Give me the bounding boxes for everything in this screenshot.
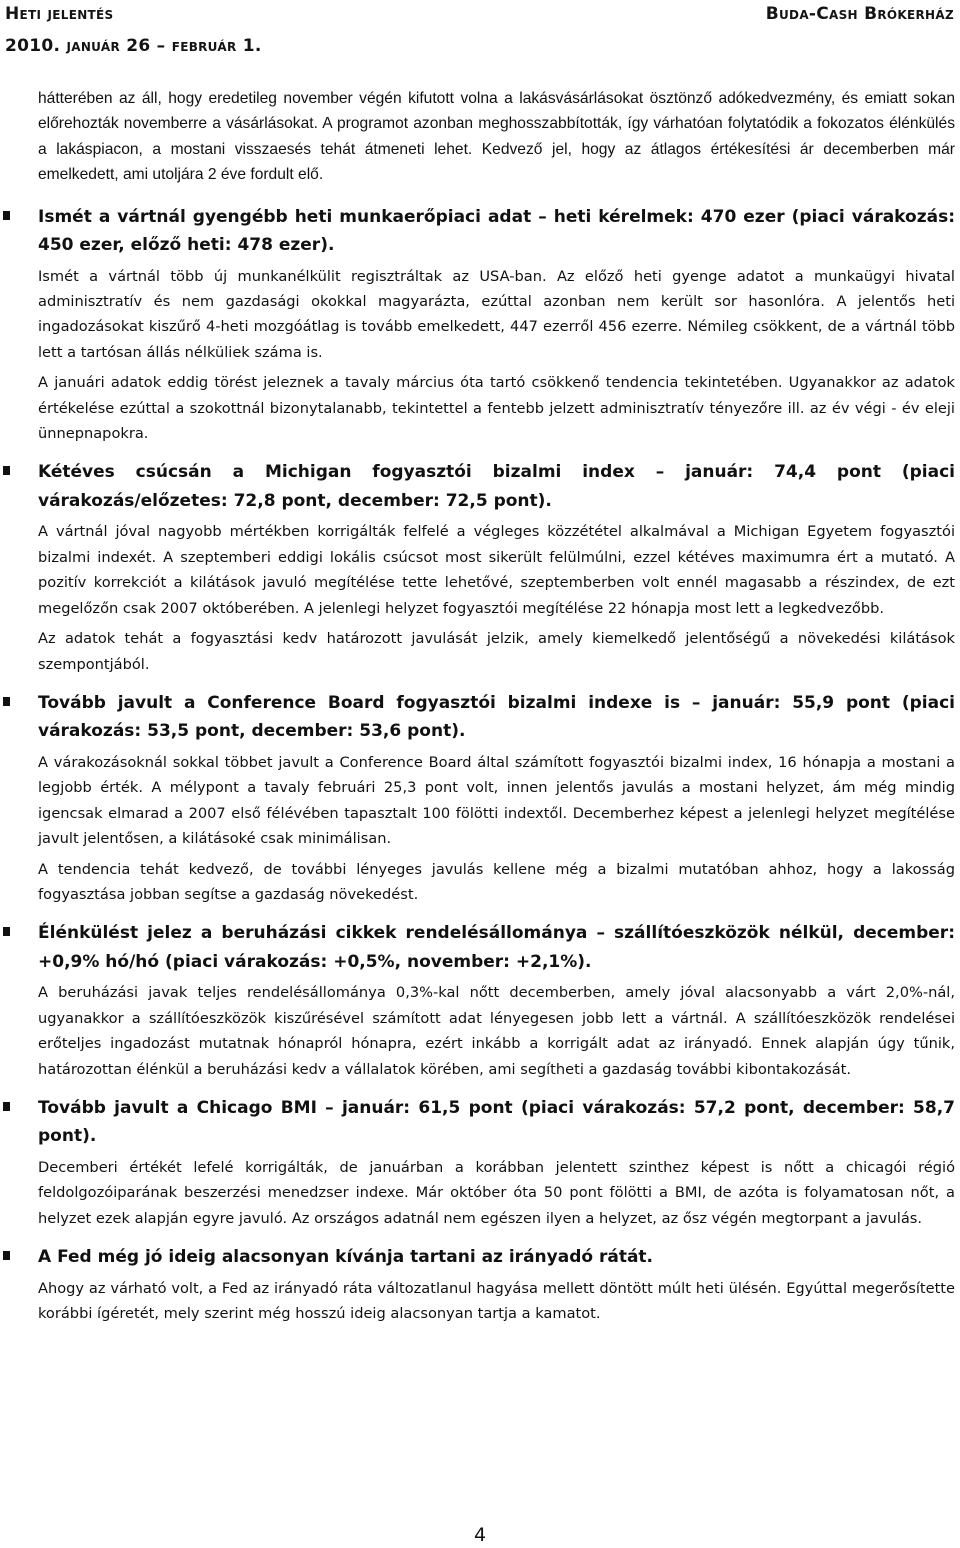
section-paragraph: A vártnál jóval nagyobb mértékben korrigálták felfelé a végleges közzététel alkalmával a Michigan Egyetem fogyasztói bizalmi indexét. A szeptemberi eddigi lokális csúcsot most sikerült felülmúlni, ezzel kétéves maximumra ért a mutató. A pozitív korrekciót a kilátások javuló megítélése tette lehetővé, szeptemberben volt ennél magasabb a részindex, de ezt megelőzőn csak 2007 októberében. A jelenlegi helyzet fogyasztói megítélése 22 hónapja most lett a legkedvezőbb. [38,523,955,617]
section-paragraph: A tendencia tehát kedvező, de további lényeges javulás kellene még a bizalmi mutatóban ahhoz, hogy a lakosság fogyasztása jobban segítse a gazdaság növekedést. [38,860,955,903]
report-period: 2010. január 26 – február 1. [5,36,262,56]
section-paragraph: A beruházási javak teljes rendelésállománya 0,3%-kal nőtt decemberben, amely jóval alacsonyabb a várt 2,0%-nál, ugyanakkor a szállítóeszközök kiszűrésével számított adat lényegesen jobb lett a vártnál. A szállítóeszközök rendelései erőteljes ingadozást mutatnak hónapról hónapra, ezért inkább a korrigált adat az irányadó. Ennek alapján úgy tűnik, határozottan élénkül a beruházási kedv a vállalatok körében, ami segítheti a gazdaság további kibontakozását. [38,984,955,1078]
bullet-icon [3,1102,10,1111]
section-paragraph: A januári adatok eddig törést jeleznek a tavaly március óta tartó csökkenő tendencia tekintetében. Ugyanakkor az adatok értékelése ezúttal a szokottnál bizonytalanabb, tekintettel a fentebb jelzett adminisztratív tényezőre ill. az év végi - év eleji ünnepnapokra. [38,374,955,443]
section-paragraph: Ahogy az várható volt, a Fed az irányadó ráta változatlanul hagyása mellett döntött múlt heti ülésén. Egyúttal megerősítette korábbi ígéretét, mely szerint még hosszú ideig alacsonyan tartja a kamatot. [38,1279,955,1323]
section-paragraph: Az adatok tehát a fogyasztási kedv határozott javulását jelzik, amely kiemelkedő jelentőségű a növekedési kilátások szempontjából. [38,630,955,673]
section-jobless-claims [38,203,955,447]
section-heading: Kétéves csúcsán a Michigan fogyasztói bizalmi index – január: 74,4 pont (piaci várakozás/előzetes: 72,8 pont, december: 72,5 pont). [38,462,955,511]
section-heading: A Fed még jó ideig alacsonyan kívánja tartani az irányadó rátát. [38,1247,653,1268]
section-conference-board [38,689,955,907]
section-fed-rate [38,1243,955,1326]
section-heading: Ismét a vártnál gyengébb heti munkaerőpiaci adat – heti kérelmek: 470 ezer (piaci várakozás: 450 ezer, előző heti: 478 ezer). [38,206,955,256]
bullet-icon [3,466,10,475]
section-heading: Élénkülést jelez a beruházási cikkek rendelésállománya – szállítóeszközök nélkül, december: +0,9% hó/hó (piaci várakozás: +0,5%, november: +2,1%). [38,923,955,972]
section-heading: Tovább javult a Chicago BMI – január: 61,5 pont (piaci várakozás: 57,2 pont, december: 58,7 pont). [38,1097,955,1147]
page-number: 4 [473,1524,487,1546]
intro-paragraph: hátterében az áll, hogy eredetileg november végén kifutott volna a lakásvásárlásokat ösztönző adókedvezmény, és emiatt sokan előrehozták novemberre a vásárlásokat. A programot azonban meghosszabbították, így várhatóan folytatódik a fokozatos élénkülés a lakáspiacon, a mostani visszaesés tehát átmeneti lehet. Kedvező jel, hogy az átlagos értékesítési ár decemberben már emelkedett, ami utoljára 2 éve fordult elő. [38,90,955,184]
section-chicago-bmi [38,1094,955,1231]
page-header [0,0,960,62]
section-paragraph: Ismét a vártnál több új munkanélkülit regisztráltak az USA-ban. Az előző heti gyenge adatot a munkaügyi hivatal adminisztratív és nem gazdasági okokkal magyarázta, ezúttal azonban nem került sor hasonlóra. A jelentős heti ingadozásokat kiszűrő 4-heti mozgóátlag is tovább emelkedett, 447 ezerről 456 ezerre. Némileg csökkent, de a vártnál több lett a tartósan állás nélküliek száma is. [38,267,955,361]
bullet-icon [3,697,10,706]
bullet-icon [3,1251,10,1260]
section-durable-goods [38,919,955,1082]
broker-name: Buda-Cash Brókerház [765,4,954,24]
section-paragraph: A várakozásoknál sokkal többet javult a Conference Board által számított fogyasztói bizalmi index, 16 hónapja a mostani a legjobb érték. A mélypont a tavaly februári 25,3 pont volt, innen jelentős javulás a mostani helyzet, ám még mindig igencsak elmarad a 2007 első félévében tapasztalt 100 fölötti indextől. Decemberhez képest a jelenlegi helyzet megítélése javult jelentősen, a kilátásoké csak minimálisan. [38,753,955,848]
report-title: Heti jelentés [5,4,114,24]
section-paragraph: Decemberi értékét lefelé korrigálták, de januárban a korábban jelentett szinthez képest is nőtt a chicagói régió feldolgozóiparának beszerzési menedzser indexe. Már október óta 50 pont fölötti a BMI, de azóta is folyamatosan nőt, a helyzet ezek alapján egyre javuló. Az országos adatnál nem egészen ilyen a helyzet, az ősz végén megtorpant a javulás. [38,1158,955,1227]
bullet-icon [3,211,10,220]
report-body [38,86,955,1327]
section-heading: Tovább javult a Conference Board fogyasztói bizalmi indexe is – január: 55,9 pont (piaci várakozás: 53,5 pont, december: 53,6 pont). [38,692,955,742]
section-michigan-index [38,458,955,676]
bullet-icon [3,927,10,936]
